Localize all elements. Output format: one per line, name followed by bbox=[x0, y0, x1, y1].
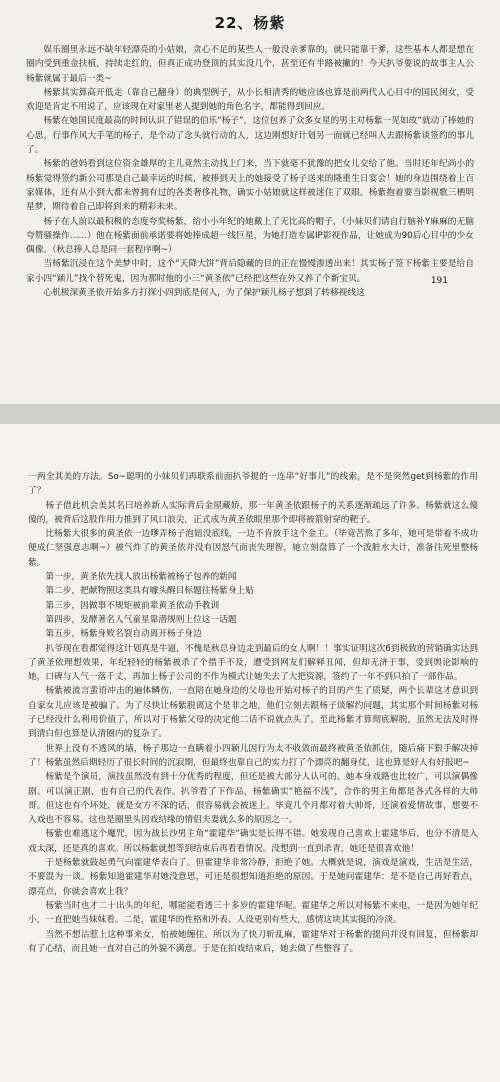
paragraph: 一两全其美的方法。So~聪明的小妹贝们再联系前面扒爷提的一连串“好事儿”的线索，是不是突然get到杨紫的作用了？ bbox=[28, 472, 478, 497]
paragraph: 世界上没有不透风的墙，杨子那边一直瞒着小四颖儿因行为太不收敛而最终被黄圣依抓住，随后痛下狠手解决掉了！杨紫虽然后期轻历了很长时间的沉寂期，但最终也靠自己的实力打了个漂亮的翻身仗，这也算是好人有好报吧~ bbox=[28, 743, 478, 768]
paragraph: 第三步，因做事不规矩被前辈黄圣依动手教训 bbox=[45, 600, 220, 611]
paragraph: 娱乐圈里永远不缺年轻漂亮的小姑娘，贪心不足的某些人一般没亲爹靠的，就只能靠干爹，这些基本人都是想在圈内受到重金扶植，持续走红的，但真正成功登顶的其实没几个，甚至还有半路被撇的！今天扒爷要说的故事主人公杨紫就属于最后一类~ bbox=[26, 45, 474, 84]
paragraph: 比杨紫大很多的黄圣依一边嗲弄杨子泡妞没底线，一边不肯放手这个金主。（毕竟苦熬了多年，她可是带着不成功便成仁坚强意志啊~）被气炸了的黄圣依并没有因怒气而丧失理智，她立刻盘算了一个泼脏水大计，准备往死里整杨紫。 bbox=[28, 529, 478, 568]
paragraph: 于是杨紫就鼓起勇气向霍建华表白了。但霍建华非常冷静，拒绝了她。大概就是说，演戏是演戏，生活是生活，不要混为一谈。杨紫知道霍建华对她没意思，可还是很想知道拒绝的原因。于是她问霍建华：是不是自己再好看点，漂亮点，你就会喜欢上我？ bbox=[28, 858, 478, 897]
bottom-page-body bbox=[28, 470, 478, 956]
paragraph: 杨紫的爸妈看到这位资金雄厚的主儿竟然主动找上门来，当下就毫不犹豫的把女儿交给了他。当时还年纪尚小的杨紫觉得签约新公司那是自己最幸运的时候，被捧到天上的她接受了杨子送来的隆重生日宴会！她的身边围绕着上百家媒体，还有从小到大都未曾拥有过的各类奢侈礼物，确实小姑娘就这样被迷住了双眼。杨紫抱着要当影视歌三栖明星梦，期待着自己即将到来的精彩未来。 bbox=[26, 159, 474, 213]
paragraph: 杨紫被流言蜚语冲击的遍体鳞伤，一直陪在她身边的父母也开始对杨子的目的产生了质疑，两个长辈这才意识到自家女儿应该是被骗了。为了尽快让杨紫脱离这个是非之地，他们立刻去跟杨子谈解约问题，其实那个时间杨紫对杨子已经没什么利用价值了，所以对于杨紫父母的决定他二话不说就点头了。至此杨紫才算彻底解脱，虽然无法及时得到清白但也算是认清圈内的复杂了。 bbox=[28, 686, 478, 740]
paragraph: 扒爷现在看都觉得这计划真是牛逼，不愧是秋总身边走到最后的女人啊！！事实证明这次6到极致的营销确实达到了黄圣依理想效果，年纪轻轻的杨紫被杀了个措手不及，遭受到网友们解释丑闻，但却无济于事，受到舆论影响的她，口碑与人气一落千丈，再加上杨子公司的不作为模式让她失去了大把资源，签约了一年不到只拍了一部作品。 bbox=[28, 643, 478, 683]
paragraph: 第一步，黄圣依先找人放出杨紫被杨子包养的新闻 bbox=[45, 572, 237, 583]
book-page-bottom bbox=[0, 424, 500, 1082]
paragraph: 当然不想沾惹上这种事来女，怕被她缠住。所以为了快刀斩乱麻，霍建华对于杨紫的提问并没有回复，但杨紫却有了心结，而且她一直对自己的外貌不满意。于是在拍戏结束后，她去做了些整容了。 bbox=[28, 929, 478, 954]
book-page-top bbox=[0, 0, 500, 404]
page-number: 191 bbox=[430, 276, 448, 286]
paragraph: 杨紫是个演员，演技虽然没有到十分优秀的程度，但还是被大部分人认可的。她本身戏路也比较广，可以演偶像剧、可以演正剧，也有自己的代表作。扒爷看了下作品，杨紫确实“艳福不浅”，合作的男主角都是各式各样的大帅哥。但这也有个坏处，就是女方不深的话，很容易就会被迷上。毕竟几个月都对着大帅哥，还演着爱情故事，想要不入戏也不容易。这也是圈里头因戏结缘的情侣夫妻就么多的原因之一。 bbox=[28, 772, 478, 826]
paragraph: 当杨紫沉浸在这个美梦中时，这个“天降大饼”背后隐藏的目的正在慢慢渗透出来！其实杨子签下杨紫主要是给自家小四“颖儿”找个替死鬼，因为那时他的小三“黄圣依”已经把这些在外又养了个新宝贝。 bbox=[26, 259, 474, 284]
paragraph: 杨子在人前以最积极的态度夸奖杨紫，给小小年纪的她戴上了无比高的帽子，（小妹贝们请自行脑补Y麻麻的无脑夸赞骚操作……）他在杨紫面前承诺要将她捧成超一线巨星，为她打造专属IP影视作品，让她成为90后心目中的少女偶像。（秋总捧人总是同一套程序啊~） bbox=[26, 216, 474, 256]
paragraph: 杨子借此机会美其名曰培养新人实际背后金屋藏娇，那一年黄圣依跟杨子的关系逐渐疏远了许多。杨紫就这么傻傻的，被背后这股作用力推到了风口浪尖，正式成为黄圣依眼里那个即将被箭射穿的靶子。 bbox=[28, 500, 478, 525]
paragraph: 第四步，发酵著名人气童星靠潜规则上位这一话题 bbox=[45, 614, 237, 625]
top-page-body bbox=[26, 43, 474, 300]
paragraph: 心机极深黄圣依开始多方打探小四到底是何人，为了保护颖儿杨子想到了转移视线这 bbox=[43, 288, 365, 299]
paragraph: 第五步，杨紫身败名裂自动离开杨子身边 bbox=[45, 629, 202, 640]
paragraph: 杨紫当时也才二十出头的年纪，哪能能看透三十多岁的霍建华呢。霍建华之所以对杨紫不来电，一是因为她年纪小，一直把她当妹妹看。二是，霍建华的性格和外表、人设更别有些大，感情这块其实挺的冷淡。 bbox=[28, 900, 478, 926]
paragraph: 第二步，把献物照这类具有噱头醒目标题往杨紫身上贴 bbox=[45, 586, 254, 597]
paragraph: 杨紫在她国民度最高的时间认识了错误的伯乐“杨子”，这位包养了众多女星的男主对杨紫一见如故“就动了捧她的心思，行事作风大手笔的杨子，是个动了念头就行动的人，这边刚想好计划另一面就已经叫人去跟杨紫谈签约的事儿了。 bbox=[26, 116, 474, 156]
page-separator bbox=[0, 404, 500, 424]
paragraph: 杨紫也难逃这个魔咒，因为战长沙男主角“霍建华”确实是长得不错。她发现自己喜欢上霍建华后，也分不清是入戏太深，还是真的喜欢。所以杨紫就想等到结束后再看看情况。没想到一直到杀青，她还是很喜欢他！ bbox=[28, 829, 478, 854]
chapter-title: 22、杨紫 bbox=[214, 14, 286, 32]
paragraph: 杨紫其实算高开低走（靠自己翻身）的典型例子，从小长相清秀的她应该也算是前两代人心目中的国民闺女，受欢迎是肯定不用说了，应该现在对家里老人提到她的角色名字，都能得到回应。 bbox=[26, 87, 474, 113]
